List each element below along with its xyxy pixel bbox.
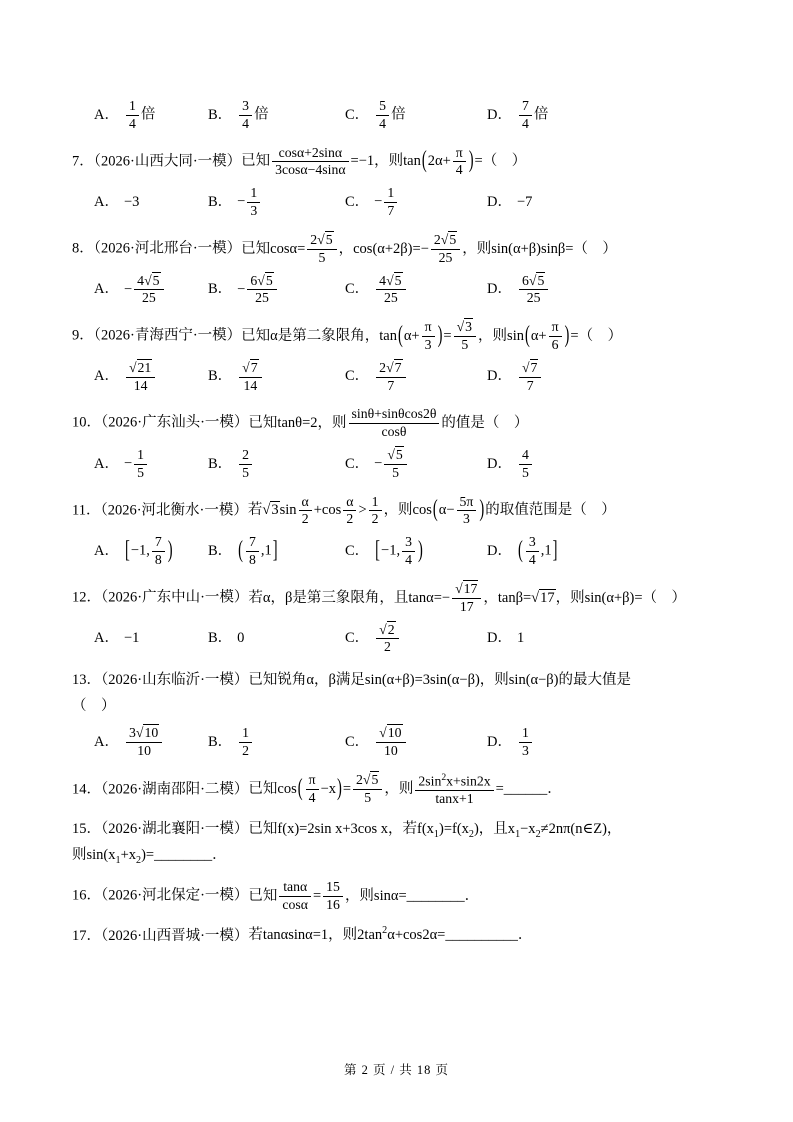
- square-root: √10: [135, 724, 159, 740]
- question: [72, 879, 723, 914]
- option-label: B．: [208, 630, 233, 647]
- fraction: $\frac{1}{2}$: [239, 725, 252, 760]
- option-value: $\frac{1}{4}$ 倍: [124, 98, 155, 133]
- square-root: √5: [362, 772, 379, 788]
- fraction: $\frac{7}{4}$: [519, 98, 532, 133]
- subscript: 2: [535, 828, 541, 840]
- superscript: 2: [382, 925, 388, 937]
- option: [94, 273, 208, 308]
- big-delimiter: ): [417, 537, 423, 564]
- fraction: $\frac{3}{4}$: [402, 534, 415, 569]
- big-delimiter: [: [375, 537, 381, 564]
- option: [345, 534, 487, 569]
- question: [72, 98, 723, 133]
- question-options: [72, 273, 723, 308]
- option: [487, 360, 543, 395]
- question-number: 10．: [72, 415, 101, 432]
- question-number: 13．: [72, 672, 101, 689]
- fraction: $\frac{5\pi}{3}$: [457, 494, 477, 529]
- option: [345, 622, 487, 657]
- option: [94, 534, 208, 569]
- option-value: [374, 360, 407, 395]
- question-stem: [72, 817, 723, 870]
- option-value: ( $\frac{3}{4}$ ,1]: [517, 534, 558, 569]
- square-root: √5: [317, 231, 333, 247]
- option-label: C．: [345, 630, 370, 647]
- big-delimiter: (: [297, 775, 303, 802]
- fraction: $\frac{2\sin^2x+\sin 2x}{\tan x+1}$: [415, 772, 493, 808]
- square-root: √7: [521, 359, 538, 375]
- question-stem: [72, 319, 723, 354]
- question-stem: [72, 232, 723, 267]
- option: [94, 360, 208, 395]
- big-delimiter: ): [337, 775, 342, 802]
- option-label: B．: [208, 281, 233, 298]
- question-source: （2026·青海西宁·一模）: [93, 327, 242, 344]
- fraction: $\frac{\sin\theta+\sin\theta\cos 2\theta}{\cos\theta}$: [349, 406, 440, 441]
- option-label: D．: [487, 733, 512, 750]
- option: [345, 185, 487, 220]
- fraction: $\frac{1}{3}$: [519, 725, 532, 760]
- square-root: √5: [144, 272, 160, 288]
- fraction: $\frac{4}{5}$: [519, 447, 532, 482]
- option-value: − $\frac{1}{5}$: [124, 447, 149, 482]
- option-value: $\frac{3}{4}$ 倍: [237, 98, 268, 133]
- question-text: 已知cos( $\frac{\pi}{4}$ −x)= $\frac{2√5}{5}$ ，则 $\frac{2\sin^2x+\sin 2x}{\tan x+1}$ =______．: [248, 781, 561, 797]
- question-source: （2026·山西晋城·一模）: [101, 927, 249, 944]
- question: [72, 923, 723, 949]
- option-value: 0: [237, 630, 245, 647]
- question-options: [72, 360, 723, 395]
- option: [94, 447, 208, 482]
- question-stem: [72, 668, 723, 719]
- big-delimiter: ): [479, 496, 485, 524]
- option-value: −7: [516, 193, 533, 210]
- question-source: （2026·河北保定·一模）: [101, 887, 249, 904]
- option: [94, 98, 208, 133]
- question-number: 15．: [72, 820, 101, 837]
- fraction: $\frac{1}{4}$: [126, 98, 139, 133]
- option-value: − $\frac{1}{7}$: [374, 185, 399, 220]
- question: [72, 668, 723, 759]
- question-text: 若α，β是第三象限角，且tanα=− $\frac{√17}{17}$ ，tanβ=√17，则sin(α+β)=（ ）: [248, 580, 687, 614]
- option-value: − $\frac{4√5}{25}$: [124, 273, 166, 308]
- subscript: 1: [433, 828, 439, 840]
- option: [94, 191, 208, 214]
- option: [345, 725, 487, 760]
- big-delimiter: ): [564, 322, 570, 349]
- fraction: $\frac{7}{8}$: [152, 534, 165, 569]
- fraction: $\frac{\pi}{4}$: [306, 772, 319, 807]
- big-delimiter: ): [437, 322, 443, 349]
- fraction: $\frac{1}{3}$: [247, 185, 260, 220]
- option: [208, 360, 345, 395]
- question-source: （2026·湖北襄阳·一模）: [101, 820, 249, 837]
- option-label: A．: [94, 281, 119, 298]
- option: [345, 447, 487, 482]
- option-value: −1: [123, 630, 140, 647]
- option-label: B．: [208, 368, 233, 385]
- subscript: 2: [136, 855, 142, 867]
- fraction: $\frac{2}{5}$: [239, 447, 252, 482]
- fraction: $\frac{3√10}{10}$: [126, 725, 162, 760]
- square-root: √5: [528, 272, 545, 288]
- big-delimiter: (: [524, 322, 530, 349]
- question-source: （2026·河北邢台·一模）: [93, 240, 242, 257]
- option: [208, 98, 345, 133]
- question-stem: [72, 145, 723, 180]
- question-number: 14．: [72, 780, 101, 797]
- fraction: $\frac{4√5}{25}$: [134, 273, 163, 308]
- option-value: [−1, $\frac{7}{8}$ ): [124, 534, 174, 569]
- option-label: D．: [487, 542, 512, 559]
- big-delimiter: (: [432, 496, 438, 524]
- square-root: √7: [386, 359, 402, 375]
- option-value: − $\frac{√5}{5}$: [374, 447, 409, 482]
- fraction: $\frac{\alpha}{2}$: [299, 494, 312, 529]
- question-number: 16．: [72, 887, 101, 904]
- option-value: [374, 622, 400, 657]
- fraction: $\frac{√21}{14}$: [126, 360, 155, 395]
- fraction: $\frac{1}{7}$: [384, 185, 397, 220]
- question-text: 已知 $\frac{\cos\alpha+2\sin\alpha}{3\cos\alpha-4\sin\alpha}$ =−1，则tan(2α+ $\frac{\pi}{4}$ )=（ ）: [241, 153, 526, 169]
- square-root: √3: [456, 319, 473, 335]
- option: [487, 273, 550, 308]
- option: [208, 273, 345, 308]
- option-value: [124, 360, 157, 395]
- big-delimiter: ]: [552, 537, 558, 564]
- option: [345, 98, 487, 133]
- square-root: √2: [379, 621, 395, 637]
- big-delimiter: [: [124, 537, 130, 564]
- fraction: $\frac{\alpha}{2}$: [343, 494, 356, 529]
- option-value: − $\frac{1}{3}$: [237, 185, 262, 220]
- question-source: （2026·山西大同·一模）: [93, 153, 242, 170]
- square-root: √7: [242, 359, 258, 375]
- square-root: √21: [128, 359, 152, 375]
- big-delimiter: (: [238, 537, 244, 564]
- page-footer: [0, 1060, 793, 1078]
- question: [72, 145, 723, 220]
- option-label: A．: [94, 193, 119, 210]
- question: [72, 406, 723, 481]
- question-stem: [72, 772, 723, 808]
- square-root: √5: [440, 231, 457, 247]
- question-source: （2026·河北衡水·一模）: [100, 502, 248, 519]
- option-label: C．: [345, 733, 370, 750]
- option-label: D．: [487, 106, 512, 123]
- question-stem: [72, 406, 723, 441]
- option-label: C．: [345, 281, 370, 298]
- question-number: 12．: [72, 589, 101, 606]
- option-label: C．: [345, 193, 370, 210]
- big-delimiter: (: [421, 147, 427, 175]
- option: [208, 725, 345, 760]
- option: [487, 627, 524, 650]
- question-stem: [72, 494, 723, 529]
- option: [208, 185, 345, 220]
- question: [72, 232, 723, 307]
- question: [72, 494, 723, 569]
- option: [208, 627, 345, 650]
- option-label: B．: [208, 455, 233, 472]
- fraction: $\frac{\pi}{3}$: [422, 319, 435, 354]
- fraction: $\frac{√7}{7}$: [519, 360, 541, 395]
- fraction: $\frac{2√5}{5}$: [353, 772, 382, 807]
- page-number: 第 2 页 / 共 18 页: [344, 1063, 449, 1077]
- fraction: $\frac{2√5}{5}$: [307, 232, 336, 267]
- square-root: √17: [531, 589, 555, 606]
- question: [72, 319, 723, 394]
- option-label: C．: [345, 106, 370, 123]
- option-label: B．: [208, 106, 233, 123]
- option-label: B．: [208, 542, 233, 559]
- question-text: 若tanαsinα=1，则$2\tan^2\alpha+\cos 2\alpha=\_\_\_\_\_\_\_\_\_\_$．: [248, 925, 533, 944]
- fraction: $\frac{√3}{5}$: [454, 319, 476, 354]
- option-label: C．: [345, 368, 370, 385]
- option: [208, 534, 345, 569]
- option-value: [237, 725, 254, 760]
- fraction: $\frac{4√5}{25}$: [376, 273, 405, 308]
- question-text: 已知f(x)=2sin x+3cos x，若$f(x_1)=f(x_2)$，且$x_1-x_2\ne 2n\pi(n\in Z)$， 则$\sin(x_1+x_2)=\_\_\_\_\_\_\_\_$．: [72, 820, 622, 867]
- option: [487, 447, 534, 482]
- option-label: A．: [94, 542, 119, 559]
- fraction: $\frac{5}{4}$: [376, 98, 389, 133]
- option-value: [517, 725, 534, 760]
- option-value: $\frac{5}{4}$ 倍: [374, 98, 405, 133]
- option-value: [517, 447, 534, 482]
- option-label: D．: [487, 630, 512, 647]
- option-label: B．: [208, 193, 233, 210]
- option-value: −3: [123, 193, 140, 210]
- fraction: $\frac{√17}{17}$: [452, 581, 481, 616]
- option: [487, 725, 534, 760]
- option-label: D．: [487, 281, 512, 298]
- square-root: √5: [387, 447, 403, 462]
- big-delimiter: ]: [272, 537, 278, 564]
- option: [345, 360, 487, 395]
- question-options: [72, 185, 723, 220]
- option-value: $\frac{7}{4}$ 倍: [517, 98, 548, 133]
- option-label: D．: [487, 193, 512, 210]
- option: [94, 627, 208, 650]
- option: [487, 534, 558, 569]
- option-label: B．: [208, 733, 233, 750]
- subscript: 1: [515, 828, 521, 840]
- fraction: $\frac{\pi}{4}$: [453, 145, 466, 180]
- question-text: 已知cosα= $\frac{2√5}{5}$ ，cos(α+2β)=− $\frac{2√5}{25}$ ，则sin(α+β)sinβ=（ ）: [241, 231, 617, 265]
- option-value: [124, 725, 164, 760]
- question-text: 已知tanθ=2，则 $\frac{\sin\theta+\sin\theta\cos 2\theta}{\cos\theta}$ 的值是（ ）: [248, 406, 529, 440]
- option-label: A．: [94, 455, 119, 472]
- square-root: √5: [257, 272, 273, 288]
- option-value: 1: [516, 630, 525, 647]
- question-options: [72, 447, 723, 482]
- option-value: [374, 273, 407, 308]
- fraction: $\frac{\pi}{6}$: [549, 319, 562, 354]
- question-text: 已知α是第二象限角，tan(α+ $\frac{\pi}{3}$ )= $\frac{√3}{5}$ ，则sin(α+ $\frac{\pi}{6}$ )=（ ）: [241, 328, 622, 344]
- square-root: √5: [386, 272, 402, 288]
- question-options: [72, 534, 723, 569]
- option-label: D．: [487, 455, 512, 472]
- option-value: [237, 447, 254, 482]
- subscript: 1: [115, 855, 121, 867]
- square-root: √3: [262, 502, 279, 519]
- option: [487, 191, 532, 214]
- question-number: 8．: [72, 240, 94, 257]
- question-options: [72, 725, 723, 760]
- option-label: A．: [94, 106, 119, 123]
- option-label: D．: [487, 368, 512, 385]
- fraction: $\frac{15}{16}$: [323, 879, 343, 914]
- big-delimiter: (: [397, 322, 403, 349]
- option-value: − $\frac{6√5}{25}$: [237, 273, 279, 308]
- fraction: $\frac{2√5}{25}$: [431, 232, 460, 267]
- fraction: $\frac{\cos\alpha+2\sin\alpha}{3\cos\alpha-4\sin\alpha}$: [272, 145, 348, 180]
- big-delimiter: ): [468, 147, 474, 175]
- option: [94, 725, 208, 760]
- question-number: 9．: [72, 327, 94, 344]
- option-value: [517, 273, 550, 308]
- option-label: A．: [94, 733, 119, 750]
- question-number: 17．: [72, 927, 101, 944]
- question-source: （2026·广东汕头·一模）: [101, 415, 249, 432]
- option: [208, 447, 345, 482]
- fraction: $\frac{6√5}{25}$: [519, 273, 548, 308]
- option-value: [374, 725, 407, 760]
- question-number: 11．: [72, 502, 101, 519]
- option: [345, 273, 487, 308]
- option-label: A．: [94, 630, 119, 647]
- option-value: ( $\frac{7}{8}$ ,1]: [237, 534, 278, 569]
- question-source: （2026·山东临沂·一模）: [101, 672, 249, 689]
- option-label: C．: [345, 455, 370, 472]
- option-label: C．: [345, 542, 370, 559]
- fraction: $\frac{6√5}{25}$: [247, 273, 276, 308]
- fraction: $\frac{√2}{2}$: [376, 622, 398, 657]
- big-delimiter: ): [167, 537, 173, 564]
- fraction: $\frac{2√7}{7}$: [376, 360, 405, 395]
- question-number: 7．: [72, 153, 94, 170]
- square-root: √17: [455, 580, 478, 596]
- question-stem: [72, 879, 723, 914]
- question: [72, 817, 723, 870]
- fraction: $\frac{3}{4}$: [526, 534, 539, 569]
- question-list: [72, 98, 723, 949]
- square-root: √10: [379, 724, 402, 740]
- fraction: $\frac{1}{5}$: [134, 447, 147, 482]
- option-label: A．: [94, 368, 119, 385]
- fraction: $\frac{√10}{10}$: [376, 725, 405, 760]
- question-source: （2026·广东中山·一模）: [101, 589, 249, 606]
- question: [72, 772, 723, 808]
- option-value: [517, 360, 543, 395]
- question-text: 已知锐角α，β满足sin(α+β)=3sin(α−β)，则sin(α−β)的最大值是 （ ）: [72, 672, 632, 714]
- subscript: 2: [468, 828, 474, 840]
- fraction: $\frac{3}{4}$: [239, 98, 252, 133]
- superscript: 2: [441, 771, 447, 783]
- fraction: $\frac{1}{2}$: [369, 494, 382, 529]
- option-value: [237, 360, 263, 395]
- question-options: [72, 622, 723, 657]
- fraction: $\frac{√7}{14}$: [239, 360, 261, 395]
- question-text: 若√3sin $\frac{\alpha}{2}$ +cos $\frac{\alpha}{2}$ > $\frac{1}{2}$ ，则cos(α− $\frac{5\pi}{3}$ )的取值范围是（ ）: [248, 502, 616, 518]
- question: [72, 581, 723, 656]
- question-options: [72, 98, 723, 133]
- fraction: $\frac{√5}{5}$: [384, 447, 406, 482]
- question-text: 已知 $\frac{\tan\alpha}{\cos\alpha}$ = $\frac{15}{16}$ ，则sinα=________．: [248, 879, 480, 912]
- option: [487, 98, 548, 133]
- question-stem: [72, 923, 723, 949]
- fraction: $\frac{7}{8}$: [246, 534, 259, 569]
- option-value: [−1, $\frac{3}{4}$ ): [374, 534, 424, 569]
- big-delimiter: (: [517, 537, 523, 564]
- fraction: $\frac{\tan\alpha}{\cos\alpha}$: [279, 879, 311, 914]
- question-source: （2026·湖南邵阳·二模）: [101, 780, 249, 797]
- question-stem: [72, 581, 723, 616]
